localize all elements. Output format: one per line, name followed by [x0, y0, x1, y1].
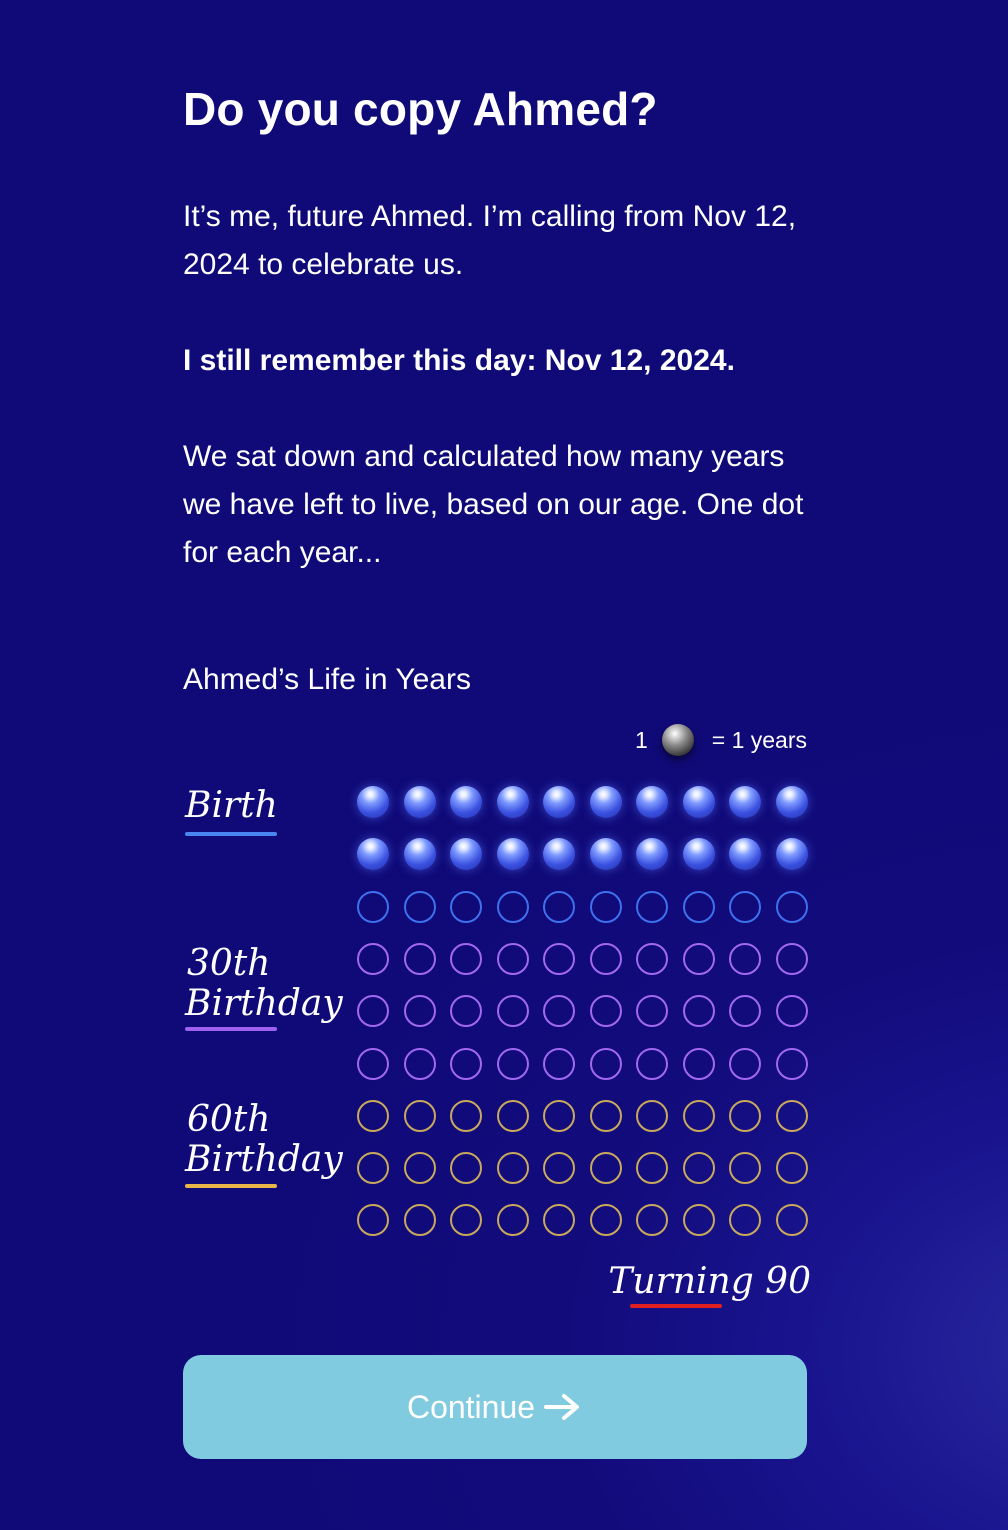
intro-paragraph: It’s me, future Ahmed. I’m calling from Nov 12, 2024 to celebrate us.: [183, 200, 797, 281]
year-dot-remaining: [636, 1204, 668, 1236]
year-dot-lived: [636, 786, 668, 818]
year-dot-remaining: [590, 1204, 622, 1236]
legend-unit-label: = 1 years: [711, 726, 807, 753]
sixtieth-birthday-label-line1: 60th: [187, 1099, 271, 1140]
year-dot-remaining: [497, 1152, 529, 1184]
year-dot-remaining: [404, 891, 436, 923]
thirtieth-birthday-label-line1: 30th: [187, 943, 271, 984]
year-dot-remaining: [776, 1048, 808, 1080]
year-dot-remaining: [683, 1048, 715, 1080]
arrow-right-icon: [543, 1391, 583, 1423]
birth-underline: [185, 832, 277, 836]
continue-button-label: Continue: [406, 1388, 536, 1425]
legend-count: 1: [634, 726, 648, 753]
year-dot-remaining: [543, 1048, 575, 1080]
year-dot-remaining: [776, 995, 808, 1027]
year-dot-lived: [729, 786, 761, 818]
year-dot-remaining: [404, 1100, 436, 1132]
year-dot-remaining: [636, 1048, 668, 1080]
year-dot-remaining: [357, 1048, 389, 1080]
year-dot-remaining: [729, 1204, 761, 1236]
year-dot-remaining: [543, 891, 575, 923]
gray-ball-icon: [662, 724, 694, 756]
year-dot-remaining: [590, 1100, 622, 1132]
year-dot-remaining: [683, 891, 715, 923]
year-dot-remaining: [636, 891, 668, 923]
year-dot-lived: [404, 786, 436, 818]
year-dot-remaining: [543, 1152, 575, 1184]
thirtieth-birthday-underline: [185, 1027, 277, 1031]
year-dot-lived: [636, 838, 668, 870]
birth-label: Birth: [185, 785, 278, 826]
year-dot-remaining: [357, 1100, 389, 1132]
year-dot-remaining: [729, 1048, 761, 1080]
year-dot-remaining: [497, 943, 529, 975]
year-dot-remaining: [636, 1100, 668, 1132]
year-dot-remaining: [450, 1100, 482, 1132]
year-dot-remaining: [404, 1048, 436, 1080]
year-dot-remaining: [590, 1152, 622, 1184]
year-dot-remaining: [404, 1204, 436, 1236]
thirtieth-birthday-label-line2: Birthday: [185, 983, 343, 1024]
year-dot-lived: [683, 838, 715, 870]
year-dot-lived: [543, 838, 575, 870]
year-dot-remaining: [497, 891, 529, 923]
year-dot-lived: [590, 786, 622, 818]
sixtieth-birthday-label-line2: Birthday: [185, 1139, 343, 1180]
year-dot-lived: [590, 838, 622, 870]
year-dot-remaining: [729, 891, 761, 923]
remember-paragraph: I still remember this day: Nov 12, 2024.: [183, 344, 735, 377]
year-dot-remaining: [497, 1100, 529, 1132]
year-dot-remaining: [776, 1152, 808, 1184]
year-dot-lived: [683, 786, 715, 818]
year-dot-remaining: [543, 943, 575, 975]
continue-button[interactable]: [183, 1355, 807, 1459]
year-dot-remaining: [776, 1204, 808, 1236]
year-dot-remaining: [450, 943, 482, 975]
year-dot-remaining: [450, 995, 482, 1027]
year-dot-remaining: [404, 943, 436, 975]
year-dot-lived: [729, 838, 761, 870]
year-dot-remaining: [683, 1152, 715, 1184]
year-dot-remaining: [404, 995, 436, 1027]
year-dot-remaining: [683, 995, 715, 1027]
life-chart-legend: [635, 724, 807, 756]
year-dot-remaining: [450, 1048, 482, 1080]
year-dot-remaining: [450, 891, 482, 923]
year-dot-remaining: [357, 995, 389, 1027]
explanation-paragraph: We sat down and calculated how many years we have left to live, based on our age. One dot for each year...: [183, 440, 804, 569]
year-dot-remaining: [636, 1152, 668, 1184]
year-dot-remaining: [683, 1204, 715, 1236]
year-dot-remaining: [450, 1204, 482, 1236]
year-dot-remaining: [497, 995, 529, 1027]
year-dot-lived: [357, 838, 389, 870]
turning-90-underline: [630, 1304, 722, 1308]
page-title: Do you copy Ahmed?: [183, 83, 658, 135]
year-dot-remaining: [357, 1152, 389, 1184]
year-dot-lived: [404, 838, 436, 870]
year-dot-remaining: [683, 943, 715, 975]
year-dot-remaining: [729, 1152, 761, 1184]
sixtieth-birthday-underline: [185, 1184, 277, 1188]
year-dot-remaining: [590, 891, 622, 923]
year-dot-remaining: [404, 1152, 436, 1184]
year-dot-remaining: [590, 995, 622, 1027]
year-dot-remaining: [450, 1152, 482, 1184]
year-dot-remaining: [636, 995, 668, 1027]
year-dot-remaining: [497, 1048, 529, 1080]
year-dot-lived: [450, 838, 482, 870]
year-dot-remaining: [729, 943, 761, 975]
year-dot-remaining: [590, 943, 622, 975]
year-dot-lived: [497, 838, 529, 870]
year-dot-remaining: [683, 1100, 715, 1132]
year-dot-remaining: [776, 943, 808, 975]
year-dot-remaining: [543, 995, 575, 1027]
life-chart-title: Ahmed’s Life in Years: [183, 663, 471, 696]
year-dot-remaining: [776, 1100, 808, 1132]
year-dot-remaining: [729, 1100, 761, 1132]
year-dot-remaining: [636, 943, 668, 975]
year-dot-remaining: [590, 1048, 622, 1080]
year-dot-remaining: [357, 891, 389, 923]
year-dot-lived: [776, 838, 808, 870]
year-dot-lived: [450, 786, 482, 818]
year-dot-remaining: [357, 1204, 389, 1236]
year-dot-remaining: [543, 1100, 575, 1132]
year-dot-remaining: [729, 995, 761, 1027]
turning-90-label: Turning 90: [608, 1261, 811, 1302]
year-dot-remaining: [776, 891, 808, 923]
year-dot-remaining: [543, 1204, 575, 1236]
year-dot-lived: [543, 786, 575, 818]
year-dot-remaining: [497, 1204, 529, 1236]
year-dot-lived: [497, 786, 529, 818]
year-dot-lived: [357, 786, 389, 818]
year-dot-lived: [776, 786, 808, 818]
year-dot-remaining: [357, 943, 389, 975]
